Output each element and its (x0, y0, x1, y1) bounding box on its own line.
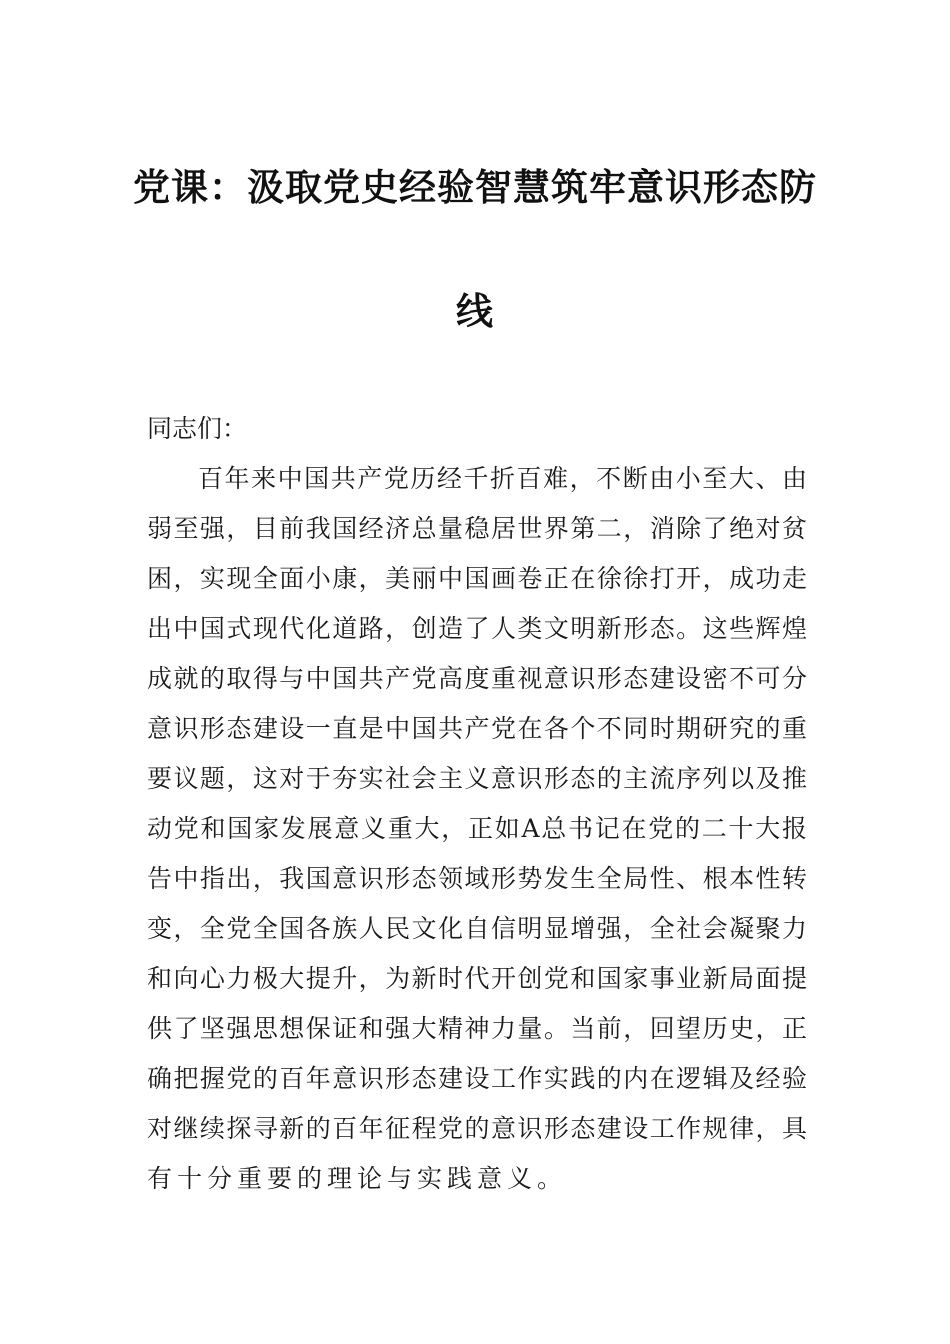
paragraph-line: 百年来中国共产党历经千折百难，不断由小至大、由 (198, 464, 807, 493)
paragraph-line: 供了坚强思想保证和强大精神力量。当前，回望历史，正 (147, 1014, 807, 1043)
paragraph-line: 对继续探寻新的百年征程党的意识形态建设工作规律，具 (147, 1114, 807, 1143)
paragraph-line: 弱至强，目前我国经济总量稳居世界第二，消除了绝对贫 (147, 514, 807, 543)
paragraph-line: 困，实现全面小康，美丽中国画卷正在徐徐打开，成功走 (147, 564, 807, 593)
paragraph-line: 告中指出，我国意识形态领域形势发生全局性、根本性转 (147, 864, 807, 893)
paragraph-line: 和向心力极大提升，为新时代开创党和国家事业新局面提 (147, 964, 807, 993)
paragraph-line: 确把握党的百年意识形态建设工作实践的内在逻辑及经验 (147, 1064, 807, 1093)
document-title-line-2: 线 (456, 290, 494, 333)
paragraph-line: 有十分重要的理论与实践意义。 (147, 1164, 568, 1193)
paragraph-line: 变，全党全国各族人民文化自信明显增强，全社会凝聚力 (147, 914, 807, 943)
paragraph-line: 成就的取得与中国共产党高度重视意识形态建设密不可分 (147, 664, 807, 693)
paragraph-line: 要议题，这对于夯实社会主义意识形态的主流序列以及推 (147, 764, 807, 793)
document-title-line-1: 党课：汲取党史经验智慧筑牢意识形态防 (133, 166, 817, 209)
paragraph-line: 意识形态建设一直是中国共产党在各个不同时期研究的重 (147, 714, 807, 743)
paragraph-line: 动党和国家发展意义重大，正如A总书记在党的二十大报 (147, 814, 807, 843)
paragraph-line: 出中国式现代化道路，创造了人类文明新形态。这些辉煌 (147, 614, 807, 643)
salutation: 同志们： (147, 414, 248, 443)
